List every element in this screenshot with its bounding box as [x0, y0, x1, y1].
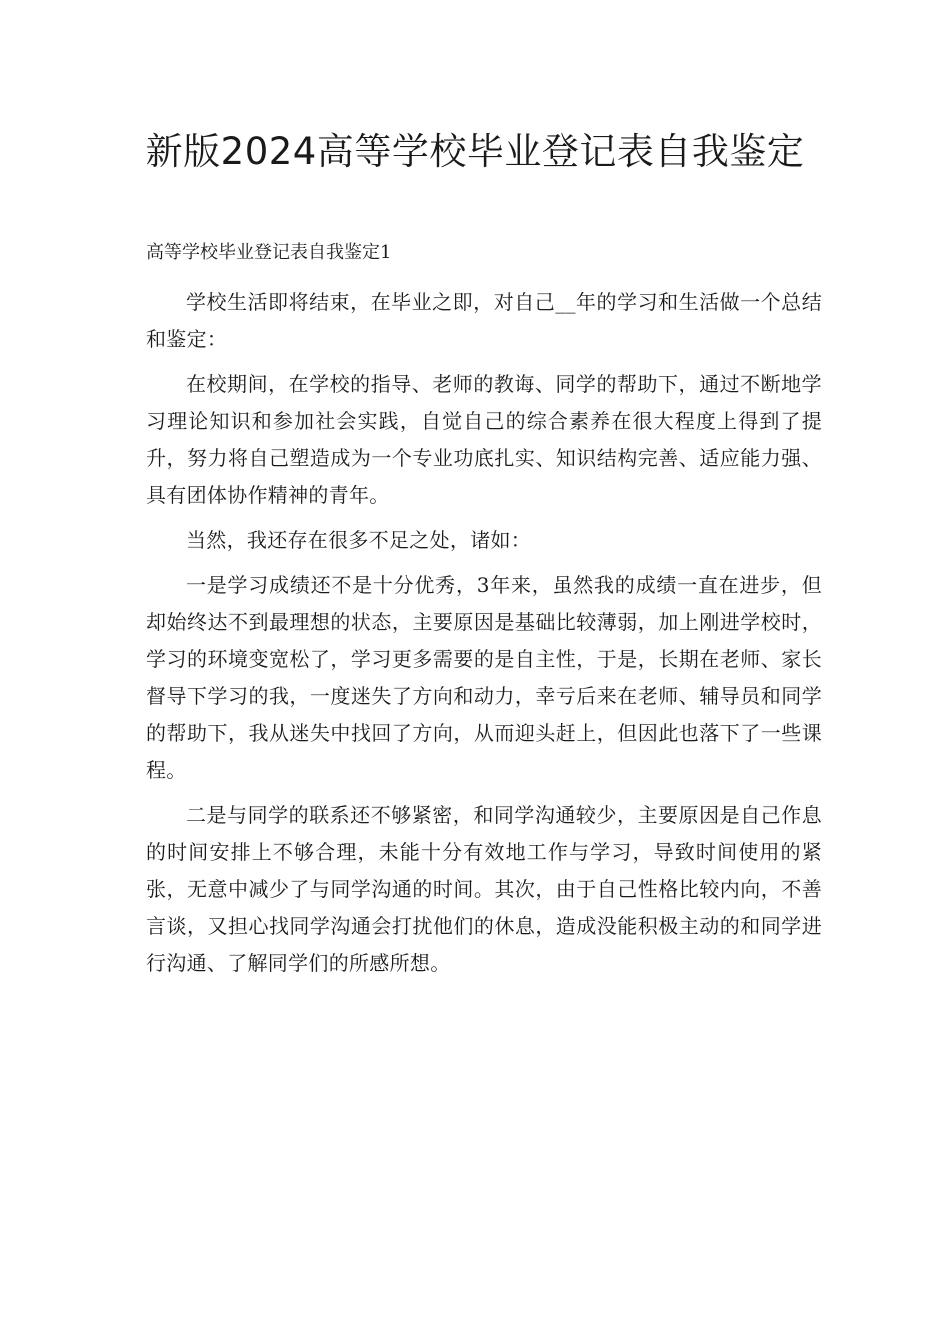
section-heading: 高等学校毕业登记表自我鉴定1 — [146, 242, 392, 263]
paragraph-achievements: 在校期间，在学校的指导、老师的教诲、同学的帮助下，通过不断地学习理论知识和参加社会实践，自觉自己的综合素养在很大程度上得到了提升，努力将自己塑造成为一个专业功底扎实、知识结构完善、适应能力强、具有团体协作精神的青年。 — [146, 372, 822, 507]
document-body — [146, 284, 822, 982]
paragraph-shortcoming-two: 二是与同学的联系还不够紧密，和同学沟通较少，主要原因是自己作息的时间安排上不够合理，未能十分有效地工作与学习，导致时间使用的紧张，无意中减少了与同学沟通的时间。其次，由于自己性格比较内向，不善言谈，又担心找同学沟通会打扰他们的休息，造成没能积极主动的和同学进行沟通、了解同学们的所感所想。 — [146, 803, 822, 975]
document-title: 新版2024高等学校毕业登记表自我鉴定 — [145, 130, 805, 173]
paragraph-shortcomings-intro: 当然，我还存在很多不足之处，诸如： — [186, 528, 532, 552]
paragraph-intro: 学校生活即将结束，在毕业之即，对自己__年的学习和生活做一个总结和鉴定： — [146, 290, 822, 351]
paragraph-shortcoming-one: 一是学习成绩还不是十分优秀，3年来，虽然我的成绩一直在进步，但却始终达不到最理想的状态，主要原因是基础比较薄弱，加上刚进学校时，学习的环境变宽松了，学习更多需要的是自主性，于是，长期在老师、家长督导下学习的我，一度迷失了方向和动力，幸亏后来在老师、辅导员和同学的帮助下，我从迷失中找回了方向，从而迎头赶上，但因此也落下了一些课程。 — [146, 573, 822, 782]
